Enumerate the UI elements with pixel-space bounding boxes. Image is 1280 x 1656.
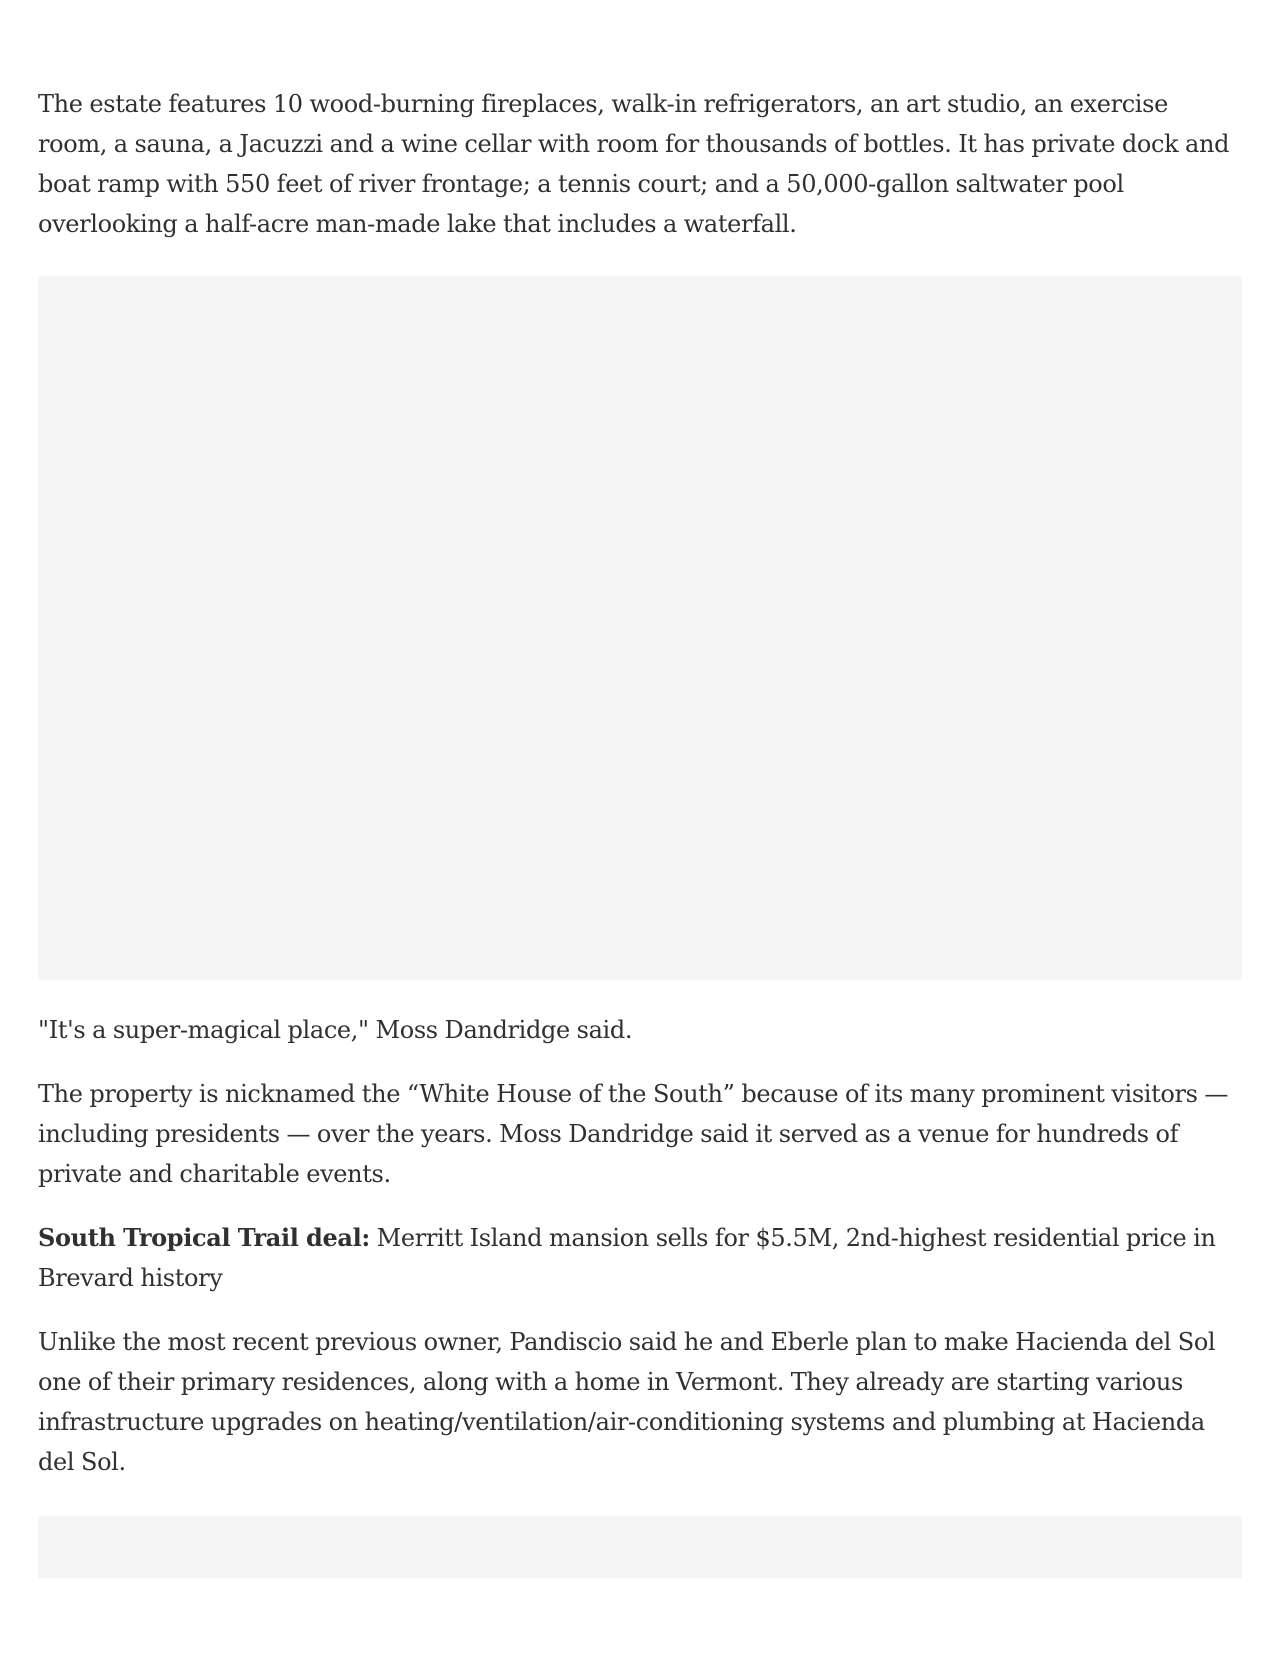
media-placeholder[interactable] xyxy=(38,276,1242,980)
ad-placeholder[interactable] xyxy=(38,1516,1242,1578)
related-story-link[interactable]: Merritt Island mansion sells for $5.5M, 2nd-highest residential price in Brevard history xyxy=(38,1224,1216,1292)
article-paragraph: Unlike the most recent previous owner, Pandiscio said he and Eberle plan to make Hacienda del Sol one of their primary residences, along with a home in Vermont. They already are starting various infrastructure upgrades on heating/ventilation/air-conditioning systems and plumbing at Hacienda del Sol. xyxy=(38,1328,1216,1476)
related-story-label: South Tropical Trail deal: xyxy=(38,1223,370,1252)
article-body xyxy=(38,84,1242,1578)
article-quote: "It's a super-magical place," Moss Dandridge said. xyxy=(38,1016,633,1044)
article-paragraph: The property is nicknamed the “White House of the South” because of its many prominent visitors — including presidents — over the years. Moss Dandridge said it served as a venue for hundreds of private and charitable events. xyxy=(38,1080,1229,1188)
related-story xyxy=(38,1218,1242,1298)
article-paragraph: The estate features 10 wood-burning fireplaces, walk-in refrigerators, an art studio, an exercise room, a sauna, a Jacuzzi and a wine cellar with room for thousands of bottles. It has private dock and boat ramp with 550 feet of river frontage; a tennis court; and a 50,000-gallon saltwater pool overlooking a half-acre man-made lake that includes a waterfall. xyxy=(38,90,1230,238)
